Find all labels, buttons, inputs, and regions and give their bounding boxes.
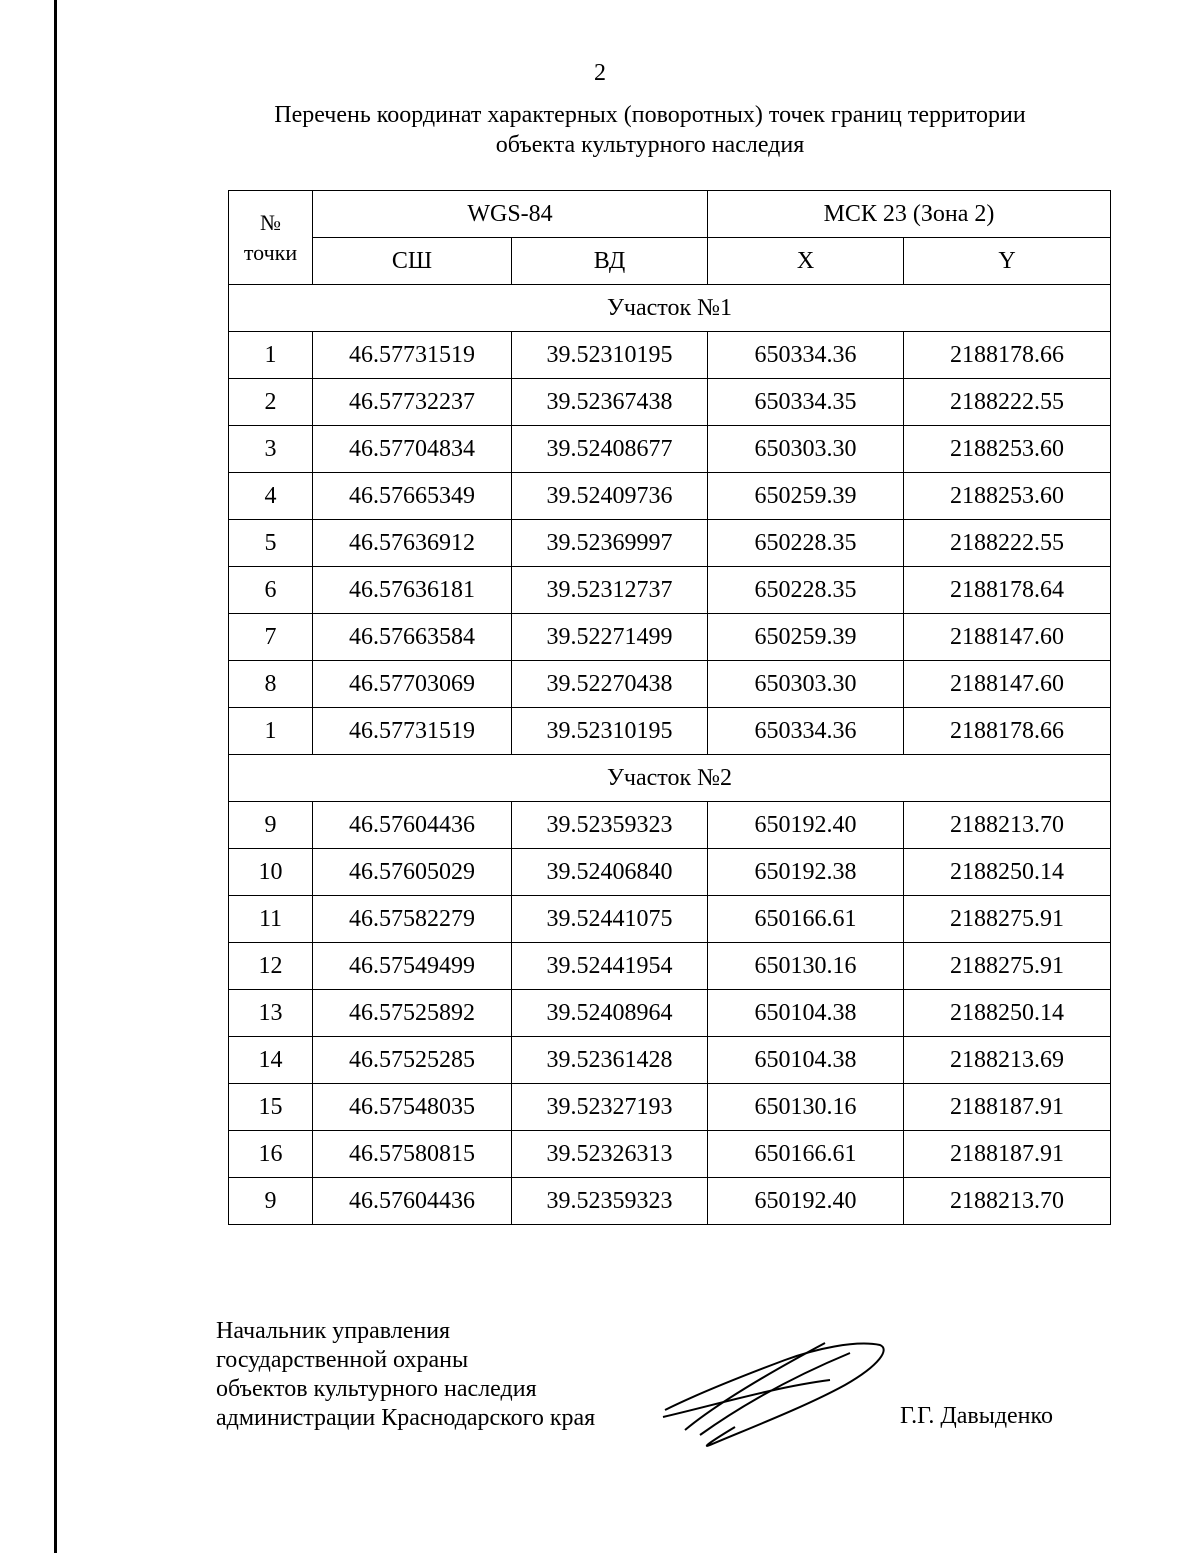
y-cell: 2188253.60 bbox=[904, 426, 1111, 473]
position-line-2: государственной охраны bbox=[216, 1347, 469, 1373]
latitude-cell: 46.57636912 bbox=[313, 520, 512, 567]
x-cell: 650228.35 bbox=[708, 520, 904, 567]
y-cell: 2188147.60 bbox=[904, 661, 1111, 708]
wgs84-header: WGS-84 bbox=[313, 191, 708, 238]
longitude-cell: 39.52408964 bbox=[512, 990, 708, 1037]
y-cell: 2188178.66 bbox=[904, 708, 1111, 755]
section-label: Участок №1 bbox=[229, 285, 1111, 332]
x-cell: 650104.38 bbox=[708, 990, 904, 1037]
y-cell: 2188187.91 bbox=[904, 1084, 1111, 1131]
table-row bbox=[229, 332, 1111, 379]
x-cell: 650334.36 bbox=[708, 332, 904, 379]
longitude-cell: 39.52361428 bbox=[512, 1037, 708, 1084]
longitude-cell: 39.52367438 bbox=[512, 379, 708, 426]
longitude-cell: 39.52312737 bbox=[512, 567, 708, 614]
point-number-cell: 8 bbox=[229, 661, 313, 708]
longitude-cell: 39.52310195 bbox=[512, 708, 708, 755]
longitude-cell: 39.52271499 bbox=[512, 614, 708, 661]
latitude-cell: 46.57580815 bbox=[313, 1131, 512, 1178]
point-number-cell: 16 bbox=[229, 1131, 313, 1178]
section-label: Участок №2 bbox=[229, 755, 1111, 802]
x-cell: 650334.35 bbox=[708, 379, 904, 426]
longitude-cell: 39.52406840 bbox=[512, 849, 708, 896]
latitude-cell: 46.57663584 bbox=[313, 614, 512, 661]
table-row bbox=[229, 849, 1111, 896]
y-cell: 2188187.91 bbox=[904, 1131, 1111, 1178]
latitude-cell: 46.57525892 bbox=[313, 990, 512, 1037]
latitude-cell: 46.57549499 bbox=[313, 943, 512, 990]
point-number-header bbox=[229, 191, 313, 285]
y-cell: 2188275.91 bbox=[904, 896, 1111, 943]
x-cell: 650228.35 bbox=[708, 567, 904, 614]
table-row bbox=[229, 426, 1111, 473]
y-cell: 2188213.69 bbox=[904, 1037, 1111, 1084]
document-title-line-2: объекта культурного наследия bbox=[495, 132, 805, 158]
point-number-cell: 9 bbox=[229, 1178, 313, 1225]
point-number-cell: 1 bbox=[229, 708, 313, 755]
x-cell: 650166.61 bbox=[708, 1131, 904, 1178]
latitude-cell: 46.57665349 bbox=[313, 473, 512, 520]
x-cell: 650130.16 bbox=[708, 943, 904, 990]
table-row bbox=[229, 896, 1111, 943]
point-number-header-line-2: точки bbox=[243, 239, 298, 265]
longitude-cell: 39.52369997 bbox=[512, 520, 708, 567]
position-line-3: объектов культурного наследия bbox=[216, 1376, 537, 1402]
signature-block bbox=[216, 1317, 595, 1433]
longitude-cell: 39.52270438 bbox=[512, 661, 708, 708]
point-number-cell: 10 bbox=[229, 849, 313, 896]
latitude-cell: 46.57731519 bbox=[313, 708, 512, 755]
x-header: X bbox=[708, 238, 904, 285]
y-cell: 2188222.55 bbox=[904, 520, 1111, 567]
latitude-cell: 46.57582279 bbox=[313, 896, 512, 943]
x-cell: 650259.39 bbox=[708, 614, 904, 661]
table-row bbox=[229, 1084, 1111, 1131]
x-cell: 650192.38 bbox=[708, 849, 904, 896]
table-row bbox=[229, 943, 1111, 990]
x-cell: 650303.30 bbox=[708, 661, 904, 708]
longitude-cell: 39.52359323 bbox=[512, 802, 708, 849]
page-number: 2 bbox=[594, 60, 606, 86]
signer-name: Г.Г. Давыденко bbox=[900, 1403, 1053, 1429]
longitude-cell: 39.52441075 bbox=[512, 896, 708, 943]
latitude-cell: 46.57525285 bbox=[313, 1037, 512, 1084]
document-title bbox=[150, 100, 1150, 160]
x-cell: 650130.16 bbox=[708, 1084, 904, 1131]
x-cell: 650192.40 bbox=[708, 1178, 904, 1225]
longitude-cell: 39.52326313 bbox=[512, 1131, 708, 1178]
y-cell: 2188213.70 bbox=[904, 1178, 1111, 1225]
latitude-cell: 46.57548035 bbox=[313, 1084, 512, 1131]
x-cell: 650192.40 bbox=[708, 802, 904, 849]
msk23-header: МСК 23 (Зона 2) bbox=[708, 191, 1111, 238]
longitude-cell: 39.52441954 bbox=[512, 943, 708, 990]
x-cell: 650259.39 bbox=[708, 473, 904, 520]
table-row bbox=[229, 614, 1111, 661]
position-line-1: Начальник управления bbox=[216, 1318, 451, 1344]
y-cell: 2188147.60 bbox=[904, 614, 1111, 661]
table-row bbox=[229, 567, 1111, 614]
table-row bbox=[229, 520, 1111, 567]
x-cell: 650303.30 bbox=[708, 426, 904, 473]
point-number-cell: 3 bbox=[229, 426, 313, 473]
y-header: Y bbox=[904, 238, 1111, 285]
y-cell: 2188253.60 bbox=[904, 473, 1111, 520]
latitude-cell: 46.57731519 bbox=[313, 332, 512, 379]
latitude-header: СШ bbox=[313, 238, 512, 285]
latitude-cell: 46.57704834 bbox=[313, 426, 512, 473]
point-number-cell: 11 bbox=[229, 896, 313, 943]
y-cell: 2188222.55 bbox=[904, 379, 1111, 426]
longitude-cell: 39.52310195 bbox=[512, 332, 708, 379]
section-row bbox=[229, 755, 1111, 802]
y-cell: 2188178.66 bbox=[904, 332, 1111, 379]
latitude-cell: 46.57604436 bbox=[313, 802, 512, 849]
section-row bbox=[229, 285, 1111, 332]
x-cell: 650104.38 bbox=[708, 1037, 904, 1084]
point-number-cell: 4 bbox=[229, 473, 313, 520]
longitude-cell: 39.52359323 bbox=[512, 1178, 708, 1225]
table-row bbox=[229, 1178, 1111, 1225]
table-row bbox=[229, 990, 1111, 1037]
coordinates-table bbox=[228, 190, 1111, 1225]
point-number-cell: 1 bbox=[229, 332, 313, 379]
x-cell: 650166.61 bbox=[708, 896, 904, 943]
table-row bbox=[229, 661, 1111, 708]
handwritten-signature bbox=[655, 1335, 890, 1455]
latitude-cell: 46.57703069 bbox=[313, 661, 512, 708]
table-row bbox=[229, 1131, 1111, 1178]
table-row bbox=[229, 473, 1111, 520]
longitude-cell: 39.52408677 bbox=[512, 426, 708, 473]
table-row bbox=[229, 708, 1111, 755]
longitude-header: ВД bbox=[512, 238, 708, 285]
longitude-cell: 39.52409736 bbox=[512, 473, 708, 520]
point-number-header-line-1: № bbox=[260, 209, 281, 235]
point-number-cell: 15 bbox=[229, 1084, 313, 1131]
y-cell: 2188178.64 bbox=[904, 567, 1111, 614]
longitude-cell: 39.52327193 bbox=[512, 1084, 708, 1131]
point-number-cell: 9 bbox=[229, 802, 313, 849]
point-number-cell: 2 bbox=[229, 379, 313, 426]
point-number-cell: 6 bbox=[229, 567, 313, 614]
y-cell: 2188275.91 bbox=[904, 943, 1111, 990]
latitude-cell: 46.57605029 bbox=[313, 849, 512, 896]
point-number-cell: 12 bbox=[229, 943, 313, 990]
table-row bbox=[229, 379, 1111, 426]
position-line-4: администрации Краснодарского края bbox=[216, 1405, 596, 1431]
page-margin-line bbox=[54, 0, 57, 1553]
y-cell: 2188250.14 bbox=[904, 990, 1111, 1037]
latitude-cell: 46.57604436 bbox=[313, 1178, 512, 1225]
table-body bbox=[229, 285, 1111, 1225]
document-title-line-1: Перечень координат характерных (поворотных) точек границ территории bbox=[274, 102, 1026, 128]
latitude-cell: 46.57732237 bbox=[313, 379, 512, 426]
latitude-cell: 46.57636181 bbox=[313, 567, 512, 614]
point-number-cell: 14 bbox=[229, 1037, 313, 1084]
point-number-cell: 5 bbox=[229, 520, 313, 567]
table-row bbox=[229, 802, 1111, 849]
x-cell: 650334.36 bbox=[708, 708, 904, 755]
point-number-cell: 13 bbox=[229, 990, 313, 1037]
point-number-cell: 7 bbox=[229, 614, 313, 661]
y-cell: 2188250.14 bbox=[904, 849, 1111, 896]
table-row bbox=[229, 1037, 1111, 1084]
y-cell: 2188213.70 bbox=[904, 802, 1111, 849]
